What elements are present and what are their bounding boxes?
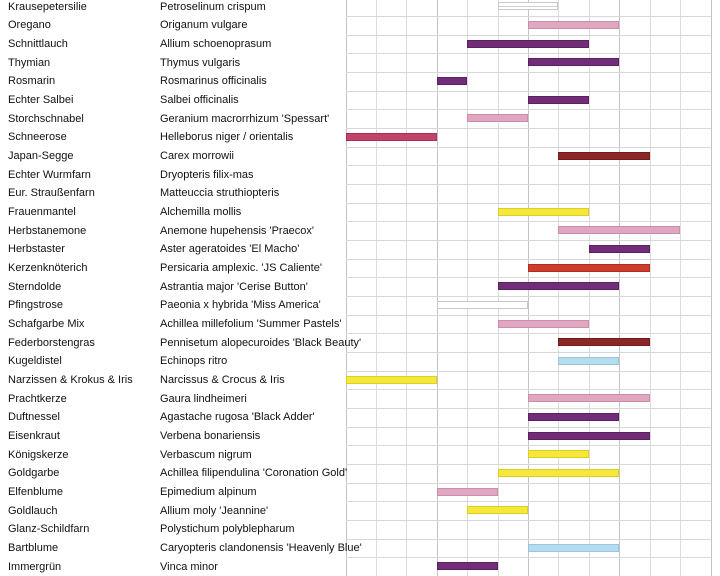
- plant-name-de: Glanz-Schildfarn: [8, 523, 90, 536]
- chart-row: [0, 315, 720, 334]
- plant-name-de: Schneerose: [8, 131, 67, 144]
- plant-name-de: Echter Wurmfarn: [8, 168, 91, 181]
- plant-name-de: Herbstaster: [8, 243, 65, 256]
- plant-name-de: Goldgarbe: [8, 467, 60, 480]
- chart-row: [0, 184, 720, 203]
- bloom-bar: [346, 133, 437, 141]
- bloom-bar: [437, 562, 498, 570]
- chart-row: [0, 240, 720, 259]
- chart-row: [0, 277, 720, 296]
- bloom-bar: [467, 114, 528, 122]
- plant-name-latin: Origanum vulgare: [160, 19, 248, 32]
- plant-name-latin: Achillea millefolium 'Summer Pastels': [160, 317, 342, 330]
- plant-name-latin: Pennisetum alopecuroides 'Black Beauty': [160, 336, 362, 349]
- plant-name-de: Elfenblume: [8, 485, 64, 498]
- plant-name-de: Rosmarin: [8, 75, 56, 88]
- bloom-bar: [528, 394, 650, 402]
- chart-row: [0, 483, 720, 502]
- plant-name-de: Japan-Segge: [8, 149, 74, 162]
- plant-name-de: Duftnessel: [8, 411, 60, 424]
- chart-row: [0, 501, 720, 520]
- plant-name-latin: Caryopteris clandonensis 'Heavenly Blue': [160, 541, 362, 554]
- plant-name-latin: Achillea filipendulina 'Coronation Gold': [160, 467, 348, 480]
- plant-name-latin: Petroselinum crispum: [160, 0, 266, 13]
- plant-name-de: Schafgarbe Mix: [8, 317, 85, 330]
- bloom-bar: [498, 320, 589, 328]
- plant-name-latin: Narcissus & Crocus & Iris: [160, 373, 285, 386]
- plant-name-de: Eur. Straußenfarn: [8, 187, 95, 200]
- chart-row: [0, 147, 720, 166]
- chart-row: [0, 445, 720, 464]
- plant-name-latin: Allium moly 'Jeannine': [160, 504, 269, 517]
- plant-name-de: Schnittlauch: [8, 37, 68, 50]
- bloom-bar: [528, 432, 650, 440]
- plant-name-de: Immergrün: [8, 560, 62, 573]
- plant-name-latin: Aster ageratoides 'El Macho': [160, 243, 300, 256]
- plant-name-latin: Echinops ritro: [160, 355, 228, 368]
- plant-name-de: Goldlauch: [8, 504, 58, 517]
- chart-row: [0, 72, 720, 91]
- chart-row: [0, 35, 720, 54]
- chart-row: [0, 408, 720, 427]
- plant-name-de: Kerzenknöterich: [8, 261, 88, 274]
- chart-row: [0, 109, 720, 128]
- plant-name-latin: Astrantia major 'Cerise Button': [160, 280, 308, 293]
- chart-row: [0, 427, 720, 446]
- plant-name-latin: Rosmarinus officinalis: [160, 75, 267, 88]
- chart-row: [0, 165, 720, 184]
- plant-name-de: Bartblume: [8, 541, 59, 554]
- bloom-bar: [528, 450, 589, 458]
- plant-name-latin: Helleborus niger / orientalis: [160, 131, 294, 144]
- plant-name-latin: Epimedium alpinum: [160, 485, 257, 498]
- plant-name-latin: Agastache rugosa 'Black Adder': [160, 411, 315, 424]
- chart-row: [0, 203, 720, 222]
- plant-name-latin: Allium schoenoprasum: [160, 37, 272, 50]
- plant-name-de: Krausepetersilie: [8, 0, 87, 13]
- plant-name-latin: Dryopteris filix-mas: [160, 168, 254, 181]
- plant-name-latin: Salbei officinalis: [160, 93, 239, 106]
- plant-name-de: Pfingstrose: [8, 299, 64, 312]
- plant-name-latin: Paeonia x hybrida 'Miss America': [160, 299, 321, 312]
- plant-name-de: Herbstanemone: [8, 224, 87, 237]
- chart-row: [0, 221, 720, 240]
- chart-row: [0, 16, 720, 35]
- bloom-bar: [558, 338, 649, 346]
- chart-row: [0, 53, 720, 72]
- bloom-bar: [558, 226, 680, 234]
- chart-row: [0, 371, 720, 390]
- bloom-bar: [467, 40, 589, 48]
- plant-name-de: Echter Salbei: [8, 93, 74, 106]
- chart-row: [0, 333, 720, 352]
- bloom-bar: [589, 245, 650, 253]
- plant-name-de: Eisenkraut: [8, 429, 60, 442]
- plant-name-de: Thymian: [8, 56, 51, 69]
- plant-name-latin: Persicaria amplexic. 'JS Caliente': [160, 261, 322, 274]
- plant-name-latin: Gaura lindheimeri: [160, 392, 247, 405]
- chart-row: [0, 520, 720, 539]
- bloom-bar: [558, 152, 649, 160]
- chart-row: [0, 91, 720, 110]
- plant-name-de: Königskerze: [8, 448, 69, 461]
- plant-name-latin: Matteuccia struthiopteris: [160, 187, 280, 200]
- plant-name-latin: Alchemilla mollis: [160, 205, 242, 218]
- bloom-bar: [528, 413, 619, 421]
- plant-name-de: Frauenmantel: [8, 205, 76, 218]
- bloom-bar: [528, 96, 589, 104]
- chart-row: [0, 0, 720, 16]
- plant-name-latin: Verbascum nigrum: [160, 448, 252, 461]
- plant-name-de: Prachtkerze: [8, 392, 67, 405]
- chart-row: [0, 464, 720, 483]
- plant-name-latin: Carex morrowii: [160, 149, 234, 162]
- plant-name-latin: Verbena bonariensis: [160, 429, 261, 442]
- bloom-bar: [437, 301, 528, 309]
- plant-name-latin: Thymus vulgaris: [160, 56, 241, 69]
- plant-name-de: Narzissen & Krokus & Iris: [8, 373, 133, 386]
- chart-row: [0, 539, 720, 558]
- bloom-bar: [437, 77, 467, 85]
- bloom-bar: [528, 58, 619, 66]
- bloom-bar: [528, 544, 619, 552]
- chart-row: [0, 352, 720, 371]
- bloom-bar: [498, 282, 620, 290]
- plant-name-de: Federborstengras: [8, 336, 95, 349]
- plant-name-de: Storchschnabel: [8, 112, 84, 125]
- plant-name-latin: Vinca minor: [160, 560, 218, 573]
- chart-row: [0, 557, 720, 576]
- bloom-bar-divider: [499, 6, 558, 7]
- bloom-bar: [498, 469, 620, 477]
- plant-name-latin: Anemone hupehensis 'Praecox': [160, 224, 315, 237]
- chart-row: [0, 128, 720, 147]
- plant-name-latin: Polystichum polyblepharum: [160, 523, 295, 536]
- chart-row: [0, 259, 720, 278]
- plant-name-de: Sterndolde: [8, 280, 62, 293]
- bloom-bar: [558, 357, 619, 365]
- bloom-bar: [467, 506, 528, 514]
- bloom-bar: [528, 264, 650, 272]
- bloom-bar: [528, 21, 619, 29]
- bloom-bar: [346, 376, 437, 384]
- bloom-bar: [498, 208, 589, 216]
- bloom-bar: [437, 488, 498, 496]
- plant-name-de: Oregano: [8, 19, 51, 32]
- chart-row: [0, 389, 720, 408]
- chart-row: [0, 296, 720, 315]
- plant-name-de: Kugeldistel: [8, 355, 62, 368]
- plant-name-latin: Geranium macrorrhizum 'Spessart': [160, 112, 330, 125]
- bloom-bar: [498, 2, 559, 10]
